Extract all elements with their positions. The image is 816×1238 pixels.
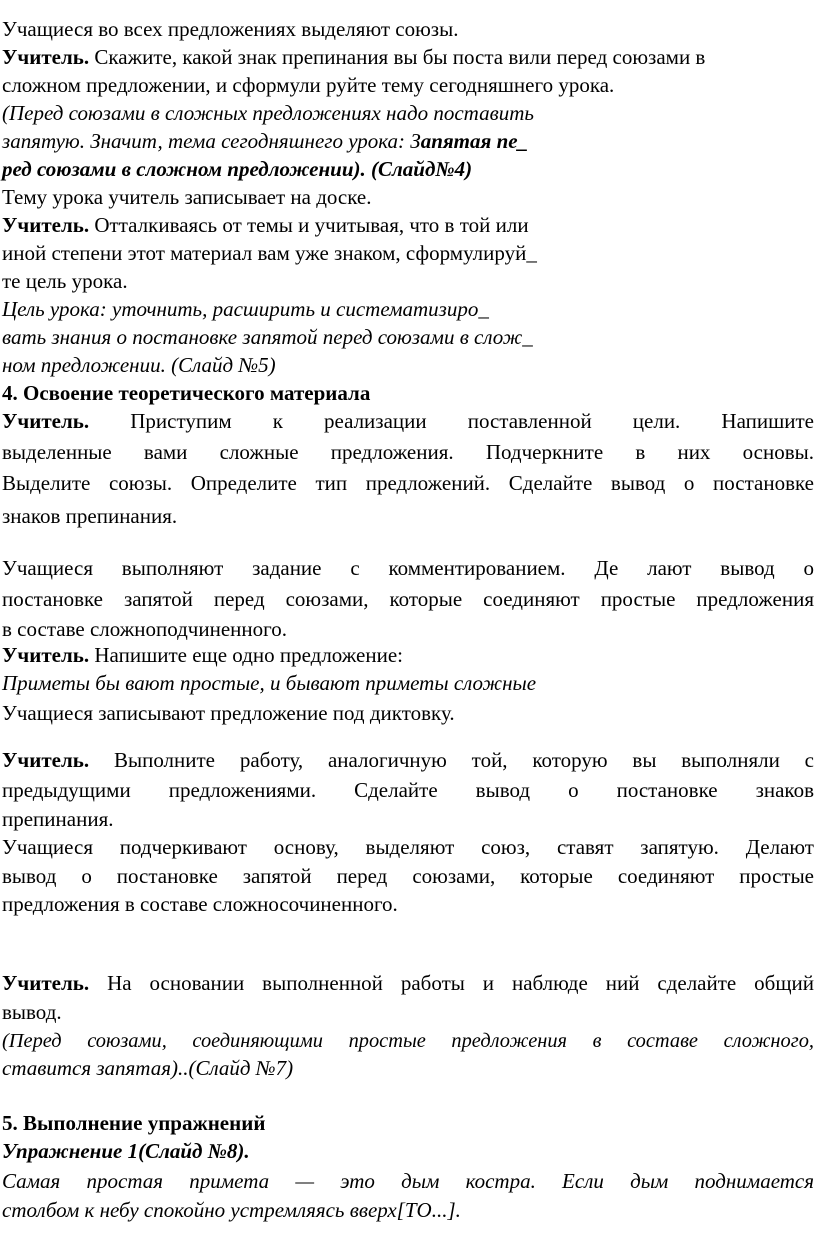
text-line (2, 997, 814, 1027)
text-line (2, 238, 814, 268)
text-line (2, 553, 814, 583)
text-segment: вать знания о постановке запятой перед союзами в слож_ (2, 325, 533, 349)
text-segment: (Перед союзами, соединяющими простые предложения в составе сложного, (2, 1030, 814, 1052)
text-line (2, 378, 814, 408)
text-line (2, 1166, 814, 1196)
text-segment: На основании выполненной работы и наблюде ний сделайте общий (89, 971, 814, 995)
text-line (2, 98, 814, 128)
text-line (2, 501, 814, 531)
text-line (2, 468, 814, 498)
text-segment: предыдущими предложениями. Сделайте вывод о постановке знаков (2, 778, 814, 802)
text-segment: ставится запятая)..(Слайд №7) (2, 1056, 294, 1080)
text-segment: Цель урока: уточнить, расширить и систематизиро_ (2, 297, 489, 321)
text-line (2, 889, 814, 919)
text-segment: 5. Выполнение упражнений (2, 1111, 266, 1135)
text-segment: ном предложении. (Слайд №5) (2, 353, 276, 377)
text-line (2, 861, 814, 891)
text-segment: в составе сложноподчиненного. (2, 617, 287, 641)
text-line (2, 832, 814, 862)
text-line (2, 350, 814, 380)
text-line (2, 42, 814, 72)
text-segment: Приступим к реализации поставленной цели. Напишите (89, 409, 814, 433)
text-segment: Выполните работу, аналогичную той, которую вы выполняли с (89, 748, 814, 772)
text-segment: иной степени этот материал вам уже знаком, сформулируй_ (2, 241, 537, 265)
text-segment: Учащиеся записывают предложение под диктовку. (2, 701, 455, 725)
text-line (2, 668, 814, 698)
text-segment: 4. Освоение теоретического материала (2, 381, 371, 405)
text-segment: Самая простая примета — это дым костра. Если дым поднимается (2, 1169, 814, 1193)
text-segment: ред союзами в сложном предложении). (Слайд№4) (2, 157, 473, 181)
text-segment: вывод. (2, 1000, 62, 1024)
text-segment: Упражнение 1(Слайд №8). (2, 1139, 250, 1163)
text-line (2, 294, 814, 324)
text-segment: выделенные вами сложные предложения. Подчеркните в них основы. (2, 440, 814, 464)
text-segment: Отталкиваясь от темы и учитывая, что в той или (89, 213, 529, 237)
speaker-label: Учитель. (2, 213, 90, 237)
text-line (2, 210, 814, 240)
text-segment: Учащиеся подчеркивают основу, выделяют союз, ставят запятую. Делают (2, 835, 814, 859)
speaker-label: Учитель. (2, 971, 90, 995)
text-line (2, 1053, 814, 1083)
text-segment: препинания. (2, 807, 114, 831)
text-segment: Выделите союзы. Определите тип предложений. Сделайте вывод о постановке (2, 471, 814, 495)
text-segment: столбом к небу спокойно устремляясь вверх[ТО...]. (2, 1198, 461, 1222)
text-line (2, 154, 814, 184)
text-segment: Учащиеся выполняют задание с комментированием. Де лают вывод о (2, 556, 814, 580)
text-line (2, 126, 814, 156)
text-segment: Учащиеся во всех предложениях выделяют союзы. (2, 17, 459, 41)
text-line (2, 968, 814, 998)
text-segment: Скажите, какой знак препинания вы бы поста вили перед союзами в (89, 45, 706, 69)
text-segment: (Перед союзами в сложных предложениях надо поставить (2, 101, 534, 125)
text-segment: запятую. Значит, тема сегодняшнего урока: З (2, 129, 421, 153)
text-segment: вывод о постановке запятой перед союзами, которые соединяют простые (2, 864, 814, 888)
text-line (2, 437, 814, 467)
text-segment: постановке запятой перед союзами, которые соединяют простые предложения (2, 587, 814, 611)
speaker-label: Учитель. (2, 409, 90, 433)
text-segment: знаков препинания. (2, 504, 178, 528)
text-line (2, 775, 814, 805)
speaker-label: Учитель. (2, 45, 90, 69)
text-segment: сложном предложении, и сформули руйте тему сегодняшнего урока. (2, 73, 615, 97)
text-line (2, 1108, 814, 1138)
text-line (2, 322, 814, 352)
text-segment: предложения в составе сложносочиненного. (2, 892, 398, 916)
text-line (2, 1195, 814, 1225)
speaker-label: Учитель. (2, 643, 90, 667)
text-segment: апятая пе_ (420, 129, 529, 153)
text-line (2, 1136, 814, 1166)
text-line (2, 14, 814, 44)
text-line (2, 698, 814, 728)
text-segment: Приметы бы вают простые, и бывают приметы сложные (2, 671, 537, 695)
text-line (2, 406, 814, 436)
text-line (2, 266, 814, 296)
text-line (2, 1026, 814, 1056)
text-segment: Напишите еще одно предложение: (89, 643, 403, 667)
text-segment: Тему урока учитель записывает на доске. (2, 185, 372, 209)
text-line (2, 640, 814, 670)
text-line (2, 182, 814, 212)
text-line (2, 745, 814, 775)
text-line (2, 70, 814, 100)
speaker-label: Учитель. (2, 748, 90, 772)
text-segment: те цель урока. (2, 269, 128, 293)
text-line (2, 584, 814, 614)
text-line (2, 804, 814, 834)
